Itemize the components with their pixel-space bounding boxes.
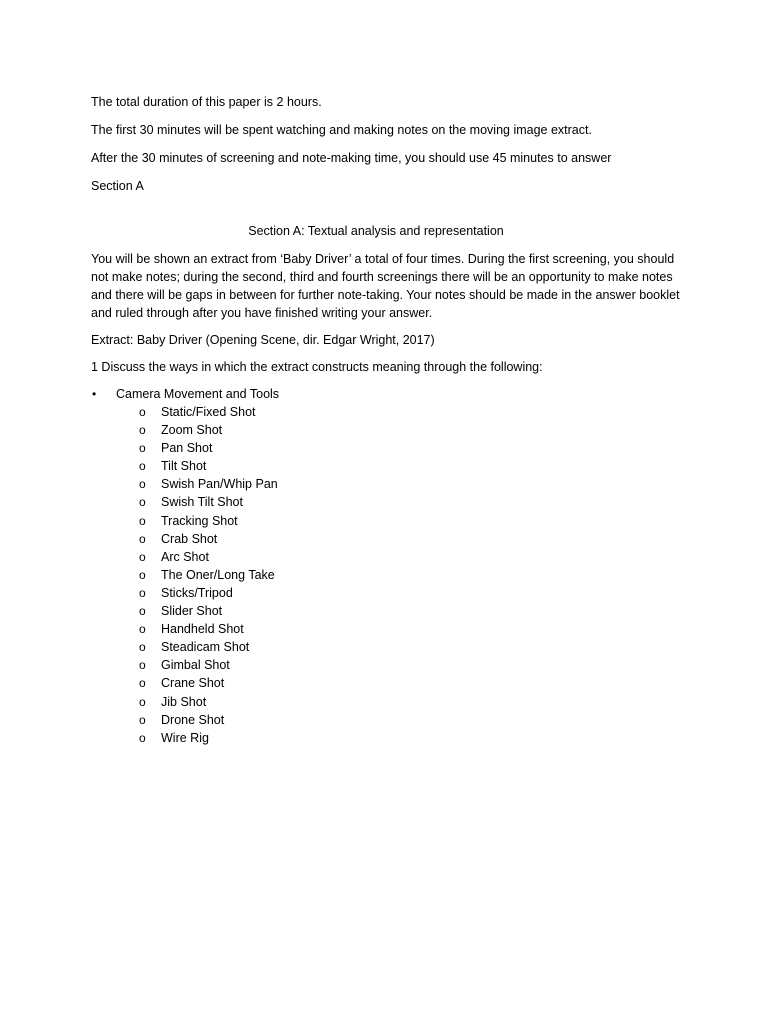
list-item: [91, 421, 681, 439]
circle-bullet-icon: o: [139, 585, 146, 600]
bullet-topic: [91, 385, 681, 403]
answer-time-text: After the 30 minutes of screening and note-making time, you should use 45 minutes to answer: [91, 151, 612, 165]
list-item: [91, 457, 681, 475]
section-heading: Section A: Textual analysis and representation: [248, 224, 504, 238]
list-item-label: Handheld Shot: [161, 622, 244, 637]
list-item-label: Jib Shot: [161, 694, 207, 709]
circle-bullet-icon: o: [139, 513, 146, 528]
list-item: [91, 620, 681, 638]
list-item: [91, 530, 681, 548]
circle-bullet-icon: o: [139, 549, 146, 564]
circle-bullet-icon: o: [139, 694, 146, 709]
circle-bullet-icon: o: [139, 567, 146, 582]
circle-bullet-icon: o: [139, 712, 146, 727]
list-item: [91, 602, 681, 620]
circle-bullet-icon: o: [139, 441, 146, 456]
list-item-label: Tracking Shot: [161, 513, 238, 528]
list-item: [91, 729, 681, 747]
list-item-label: Swish Pan/Whip Pan: [161, 477, 278, 492]
circle-bullet-icon: o: [139, 658, 146, 673]
duration-text: The total duration of this paper is 2 hours.: [91, 95, 322, 109]
bullet-icon: •: [92, 387, 97, 401]
list-item: [91, 493, 681, 511]
instructions-paragraph: You will be shown an extract from ‘Baby Driver’ a total of four times. During the first screening, you should not make notes; during the second, third and fourth screenings there will be an opportunity to make notes and there will be gaps in between for further note-taking. Your notes should be made in the answer booklet and ruled through after you have finished writing your answer.: [91, 252, 680, 320]
circle-bullet-icon: o: [139, 459, 146, 474]
circle-bullet-icon: o: [139, 730, 146, 745]
circle-bullet-icon: o: [139, 531, 146, 546]
list-item: [91, 674, 681, 692]
list-item-label: Sticks/Tripod: [161, 585, 233, 600]
list-item-label: Arc Shot: [161, 549, 209, 564]
question-line: 1 Discuss the ways in which the extract constructs meaning through the following:: [91, 360, 543, 374]
list-item-label: Crab Shot: [161, 531, 218, 546]
shot-list: [91, 403, 681, 747]
list-item-label: Gimbal Shot: [161, 658, 230, 673]
list-item: [91, 584, 681, 602]
list-item: [91, 548, 681, 566]
extract-line: Extract: Baby Driver (Opening Scene, dir. Edgar Wright, 2017): [91, 333, 435, 347]
list-item-label: Tilt Shot: [161, 459, 207, 474]
list-item-label: Pan Shot: [161, 441, 213, 456]
circle-bullet-icon: o: [139, 423, 146, 438]
circle-bullet-icon: o: [139, 676, 146, 691]
section-spacer: [91, 195, 681, 222]
list-item: [91, 711, 681, 729]
list-item: [91, 656, 681, 674]
bullet-topic-label: Camera Movement and Tools: [116, 387, 280, 401]
list-item: [91, 403, 681, 421]
list-item-label: Drone Shot: [161, 712, 225, 727]
list-item-label: Slider Shot: [161, 604, 223, 619]
list-item: [91, 512, 681, 530]
circle-bullet-icon: o: [139, 495, 146, 510]
list-item-label: Crane Shot: [161, 676, 225, 691]
circle-bullet-icon: o: [139, 622, 146, 637]
list-item-label: Zoom Shot: [161, 423, 223, 438]
document-content: [91, 93, 681, 747]
circle-bullet-icon: o: [139, 604, 146, 619]
circle-bullet-icon: o: [139, 405, 146, 419]
section-reference: Section A: [91, 179, 144, 193]
circle-bullet-icon: o: [139, 640, 146, 655]
list-item-label: Wire Rig: [161, 730, 209, 745]
list-item-label: Swish Tilt Shot: [161, 495, 243, 510]
list-item-label: The Oner/Long Take: [161, 567, 275, 582]
screening-text: The first 30 minutes will be spent watching and making notes on the moving image extract.: [91, 123, 592, 137]
list-item: [91, 566, 681, 584]
list-item: [91, 693, 681, 711]
circle-bullet-icon: o: [139, 477, 146, 492]
list-item: [91, 638, 681, 656]
list-item: [91, 475, 681, 493]
list-item-label: Static/Fixed Shot: [161, 405, 256, 419]
list-item: [91, 439, 681, 457]
list-item-label: Steadicam Shot: [161, 640, 250, 655]
